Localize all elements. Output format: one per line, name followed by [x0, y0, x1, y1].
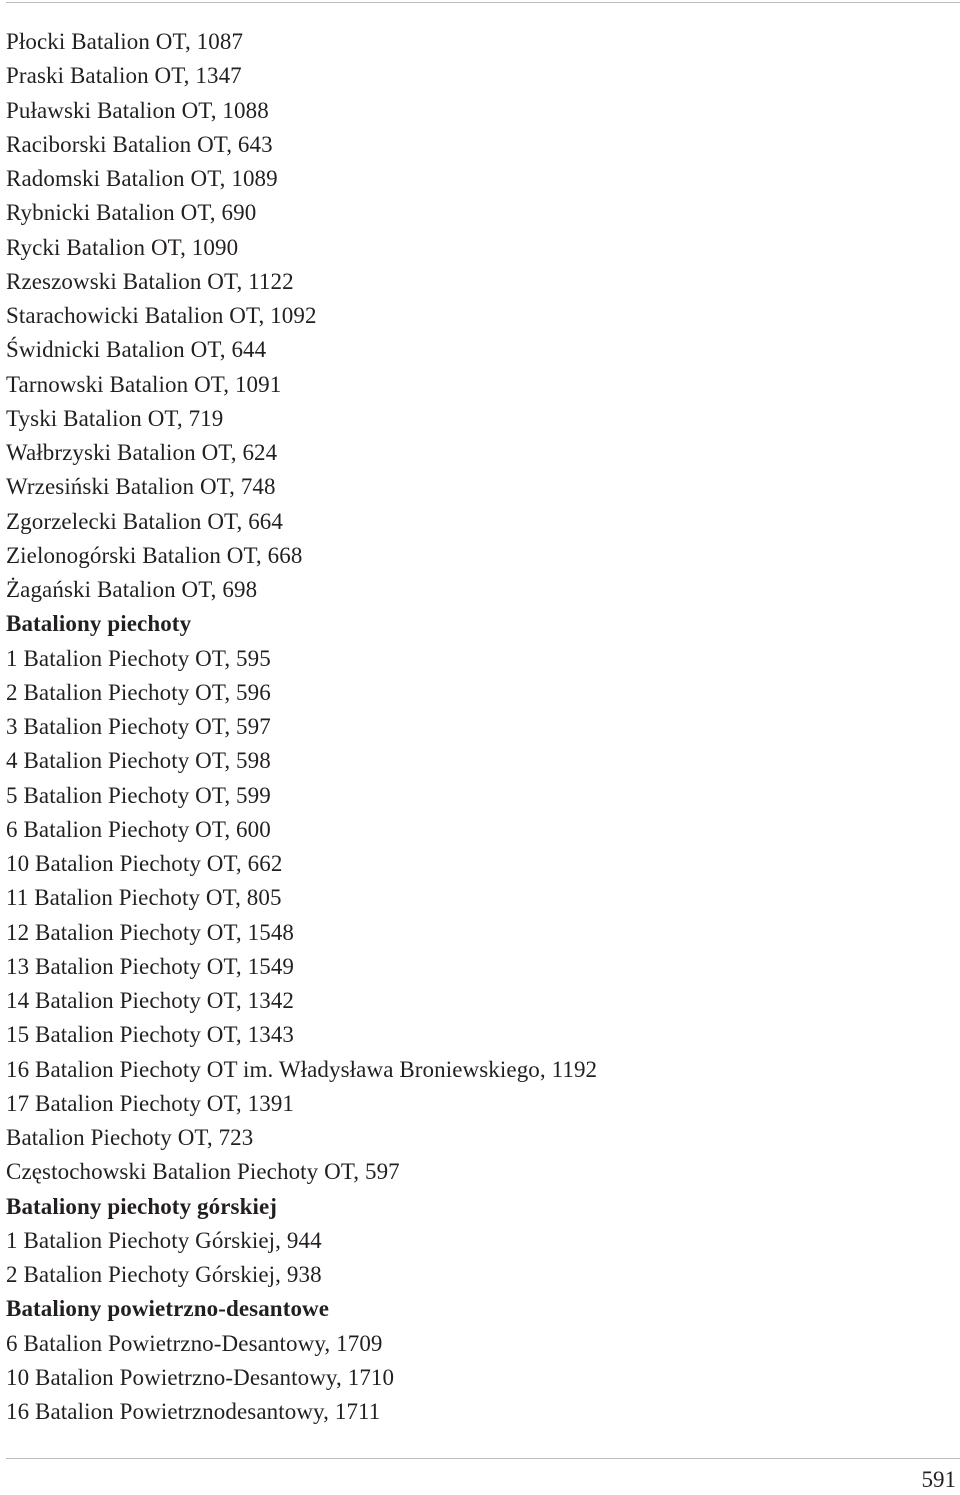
section-heading: Bataliony piechoty górskiej	[6, 1193, 278, 1219]
index-entry: 12 Batalion Piechoty OT, 1548	[6, 919, 295, 945]
index-entry: Wałbrzyski Batalion OT, 624	[6, 440, 278, 465]
index-entry: Praski Batalion OT, 1347	[6, 63, 242, 89]
index-entry: 5 Batalion Piechoty OT, 599	[6, 782, 271, 808]
index-entry: 1 Batalion Piechoty OT, 595	[6, 645, 271, 671]
index-list	[6, 25, 946, 1429]
index-entry: Częstochowski Batalion Piechoty OT, 597	[6, 1159, 400, 1185]
index-entry: 6 Batalion Piechoty OT, 600	[6, 816, 271, 842]
index-entry: 16 Batalion Powietrznodesantowy, 1711	[6, 1399, 381, 1424]
index-entry: 1 Batalion Piechoty Górskiej, 944	[6, 1227, 322, 1253]
index-entry: Świdnicki Batalion OT, 644	[6, 337, 267, 363]
index-entry: 13 Batalion Piechoty OT, 1549	[6, 953, 295, 979]
index-entry: Żagański Batalion OT, 698	[6, 577, 258, 602]
index-entry: Zielonogórski Batalion OT, 668	[6, 542, 303, 568]
index-entry: 11 Batalion Piechoty OT, 805	[6, 885, 282, 911]
index-entry: Raciborski Batalion OT, 643	[6, 131, 273, 157]
index-entry: Wrzesiński Batalion OT, 748	[6, 474, 276, 500]
index-entry: 17 Batalion Piechoty OT, 1391	[6, 1090, 295, 1116]
index-entry: Starachowicki Batalion OT, 1092	[6, 303, 317, 328]
section-heading: Bataliony powietrzno-desantowe	[6, 1296, 330, 1322]
section-heading: Bataliony piechoty	[6, 611, 192, 637]
index-entry: Rzeszowski Batalion OT, 1122	[6, 268, 294, 294]
index-entry: Zgorzelecki Batalion OT, 664	[6, 508, 284, 534]
index-entry: Płocki Batalion OT, 1087	[6, 29, 244, 54]
index-entry: Tarnowski Batalion OT, 1091	[6, 371, 282, 397]
index-entry: 2 Batalion Piechoty Górskiej, 938	[6, 1262, 322, 1287]
footer-rule	[6, 1458, 960, 1459]
index-entry: 3 Batalion Piechoty OT, 597	[6, 714, 271, 739]
index-entry: Tyski Batalion OT, 719	[6, 405, 224, 431]
index-entry: 2 Batalion Piechoty OT, 596	[6, 679, 271, 705]
index-entry: Radomski Batalion OT, 1089	[6, 166, 278, 191]
top-rule	[6, 2, 960, 3]
index-entry: Rycki Batalion OT, 1090	[6, 234, 239, 260]
index-entry: 10 Batalion Piechoty OT, 662	[6, 851, 283, 876]
index-entry: 16 Batalion Piechoty OT im. Władysława Broniewskiego, 1192	[6, 1056, 598, 1082]
index-entry: 15 Batalion Piechoty OT, 1343	[6, 1022, 295, 1048]
index-entry: 4 Batalion Piechoty OT, 598	[6, 748, 271, 774]
index-entry: 14 Batalion Piechoty OT, 1342	[6, 988, 295, 1013]
index-entry: Puławski Batalion OT, 1088	[6, 97, 269, 123]
index-entry: Rybnicki Batalion OT, 690	[6, 200, 257, 226]
index-entry: 6 Batalion Powietrzno-Desantowy, 1709	[6, 1330, 383, 1356]
index-entry: 10 Batalion Powietrzno-Desantowy, 1710	[6, 1364, 395, 1390]
index-entry: Batalion Piechoty OT, 723	[6, 1125, 254, 1150]
page-number: 591	[921, 1467, 956, 1492]
